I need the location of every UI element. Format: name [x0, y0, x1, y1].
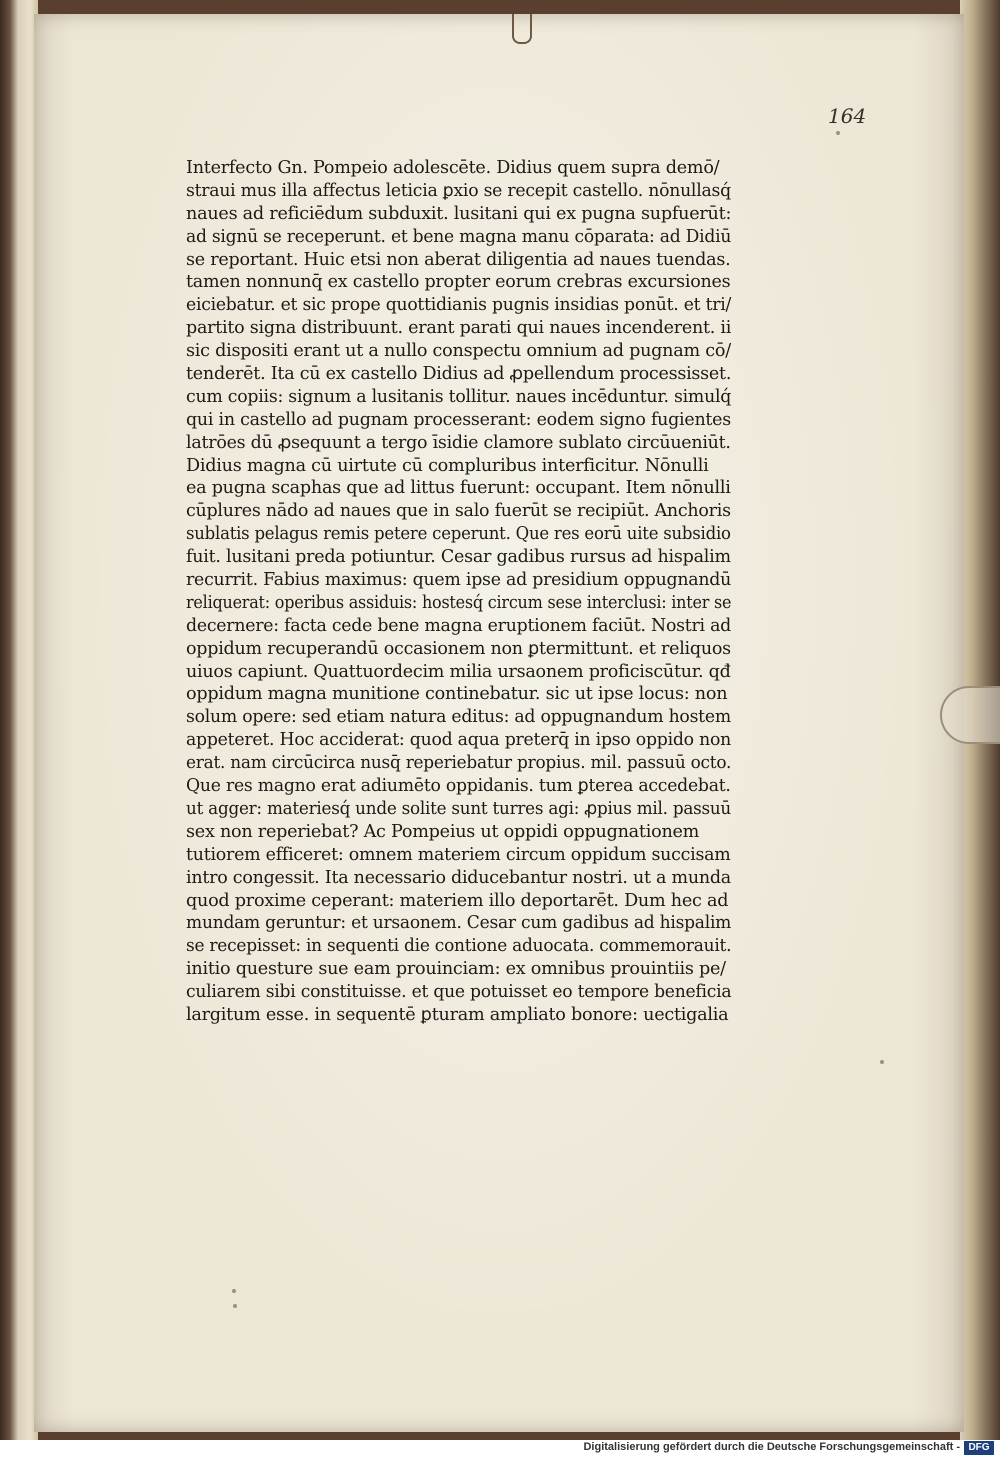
text-line: qui in castello ad pugnam processerant: eodem signo fugientes	[186, 409, 731, 430]
footer-bar	[0, 1440, 1000, 1457]
text-line: Interfecto Gn. Pompeio adolescēte. Didius quem supra demō/	[186, 158, 720, 178]
paper-spot	[836, 131, 840, 135]
text-line: tenderēt. Ita cū ex castello Didius ad ꝓpellendum processisset.	[186, 364, 732, 385]
text-line: decernere: facta cede bene magna eruptionem faciūt. Nostri ad	[186, 615, 731, 636]
text-line: quod proxime ceperant: materiem illo deportarēt. Dum hec ad	[186, 890, 729, 911]
text-line: cūplures nādo ad naues que in salo fuerūt se recipiūt. Anchoris	[186, 501, 731, 522]
text-line: partito signa distribuunt. erant parati qui naues incenderent. ii	[186, 318, 732, 339]
text-line: uiuos capiunt. Quattuordecim milia ursaonem proficiscūtur. qđ	[186, 661, 731, 682]
text-line: solum opere: sed etiam natura editus: ad oppugnandum hostem	[186, 707, 731, 728]
text-line: cum copiis: signum a lusitanis tollitur. naues incēduntur. simulq́	[186, 386, 732, 407]
text-line: straui mus illa affectus leticia ꝑxio se recepit castello. nōnullasq́	[186, 180, 731, 201]
text-line: eiciebatur. et sic prope quottidianis pugnis insidias ponūt. et tri/	[186, 295, 732, 316]
text-line: culiarem sibi constituisse. et que potuisset eo tempore beneficia	[186, 982, 732, 1003]
text-line: sic dispositi erant ut a nullo conspectu omnium ad pugnam cō/	[186, 341, 731, 362]
clip-mark	[940, 686, 1000, 744]
text-line: erat. nam circūcirca nusq̄ reperiebatur propius. mil. passuū octo.	[186, 753, 732, 774]
text-line: mundam geruntur: et ursaonem. Cesar cum gadibus ad hispalim	[186, 913, 732, 934]
folio-number: 164	[828, 104, 867, 128]
text-line: largitum esse. in sequentē ꝑturam ampliato bonore: uectigalia	[186, 1004, 729, 1025]
text-line: ea pugna scaphas que ad littus fuerunt: occupant. Item nōnulli	[186, 478, 731, 499]
text-line: se recepisset: in sequenti die contione aduocata. commemorauit.	[186, 936, 732, 957]
text-line: latrōes dū ꝓsequunt a tergo īsidie clamore sublato circūueniūt.	[186, 432, 731, 453]
text-line: reliquerat: operibus assiduis: hostesq́ circum sese interclusi: inter se	[186, 592, 732, 613]
text-line: initio questure sue eam prouinciam: ex omnibus prouintiis pe/	[186, 959, 726, 980]
text-line: sublatis pelagus remis petere ceperunt. Que res eorū uite subsidio	[186, 524, 731, 545]
text-block	[186, 157, 731, 1027]
text-line: recurrit. Fabius maximus: quem ipse ad presidium oppugnandū	[186, 570, 732, 591]
text-line: ut agger: materiesq́ unde solite sunt turres agi: ꝓpius mil. passuū	[186, 798, 732, 819]
dfg-logo: DFG	[964, 1441, 994, 1455]
footer-credit: Digitalisierung gefördert durch die Deutsche Forschungsgemeinschaft -	[583, 1441, 960, 1453]
text-line: tamen nonnunq̄ ex castello propter eorum crebras excursiones	[186, 272, 731, 293]
page-tab-mark	[512, 14, 532, 44]
text-line: Que res magno erat adiumēto oppidanis. tum ꝑterea accedebat.	[186, 776, 731, 797]
book-binding	[0, 0, 38, 1440]
text-line: sex non reperiebat? Ac Pompeius ut oppidi oppugnationem	[186, 821, 700, 842]
text-line: appeteret. Hoc acciderat: quod aqua preterq̄ in ipso oppido non	[186, 730, 732, 751]
text-line: oppidum magna munitione continebatur. sic ut ipse locus: non	[186, 684, 728, 705]
paper-spot	[233, 1304, 237, 1308]
text-line: Didius magna cū uirtute cū compluribus interficitur. Nōnulli	[186, 455, 709, 476]
text-line: naues ad reficiēdum subduxit. lusitani qui ex pugna supfuerūt:	[186, 203, 732, 224]
text-line: intro congessit. Ita necessario diducebantur nostri. ut a munda	[186, 867, 731, 888]
text-line: ad signū se receperunt. et bene magna manu cōparata: ad Didiū	[186, 226, 732, 247]
paper-spot	[880, 1060, 884, 1064]
text-line: se reportant. Huic etsi non aberat diligentia ad naues tuendas.	[186, 249, 731, 270]
text-line: tutiorem efficeret: omnem materiem circum oppidum succisam	[186, 844, 731, 865]
text-line: oppidum recuperandū occasionem non ꝑtermittunt. et reliquos	[186, 638, 731, 659]
text-line: fuit. lusitani preda potiuntur. Cesar gadibus rursus ad hispalim	[186, 547, 731, 568]
paper-spot	[232, 1289, 236, 1293]
